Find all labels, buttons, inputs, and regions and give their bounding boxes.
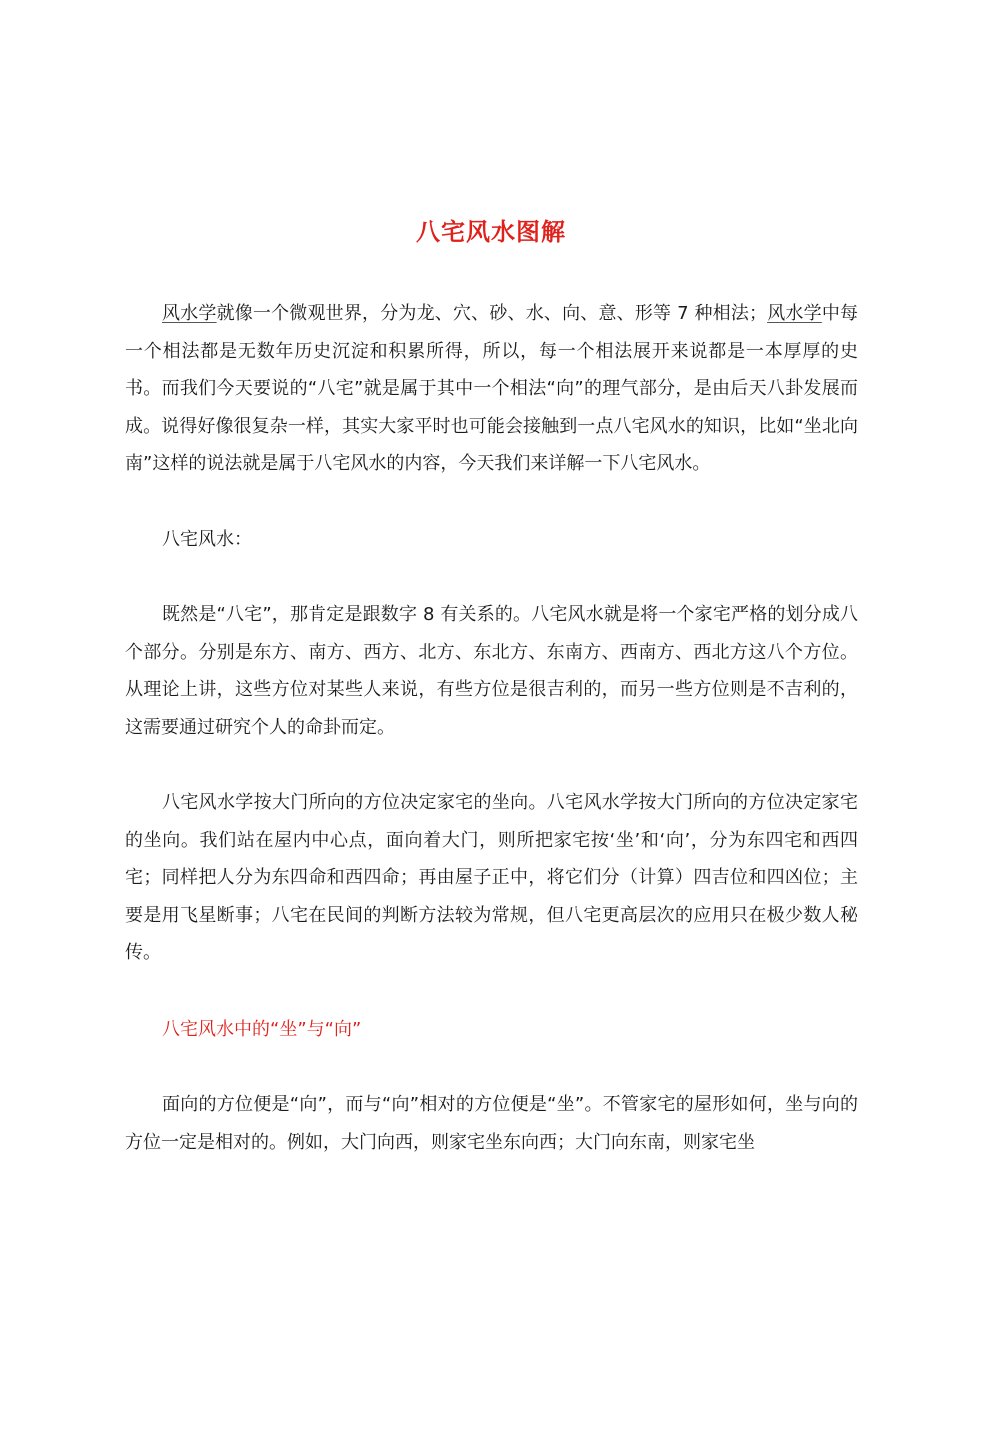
body-paragraph-sitting-facing: 面向的方位便是“向”，而与“向”相对的方位便是“坐”。不管家宅的屋形如何，坐与向的方位一定是相对的。例如，大门向西，则家宅坐东向西；大门向东南，则家宅坐 bbox=[125, 1094, 858, 1153]
document-title: 八宅风水图解 bbox=[416, 218, 566, 246]
intro-text-1: 就像一个微观世界，分为龙、穴、砂、水、向、意、形等 7 种相法； bbox=[216, 303, 768, 324]
subheading: 八宅风水中的“坐”与“向” bbox=[162, 1019, 362, 1040]
intro-text-2: 中每一个相法都是无数年历史沉淀和积累所得，所以，每一个相法展开来说都是一本厚厚的史书。而我们今天要说的“八宅”就是属于其中一个相法“向”的理气部分，是由后天八卦发展而成。说得好像很复杂一样，其实大家平时也可能会接触到一点八宅风水的知识，比如“坐北向南”这样的说法就是属于八宅风水的内容，今天我们来详解一下八宅风水。 bbox=[125, 303, 858, 475]
intro-paragraph bbox=[125, 295, 858, 483]
section-label: 八宅风水： bbox=[162, 529, 252, 550]
fengshui-link-1[interactable]: 风水学 bbox=[162, 303, 217, 324]
body-paragraph-eight-directions: 既然是“八宅”，那肯定是跟数字 8 有关系的。八宅风水就是将一个家宅严格的划分成八个部分。分别是东方、南方、西方、北方、东北方、东南方、西南方、西北方这八个方位。从理论上讲，这些方位对某些人来说，有些方位是很吉利的，而另一些方位则是不吉利的，这需要通过研究个人的命卦而定。 bbox=[125, 604, 858, 738]
body-paragraph-orientation: 八宅风水学按大门所向的方位决定家宅的坐向。八宅风水学按大门所向的方位决定家宅的坐向。我们站在屋内中心点，面向着大门，则所把家宅按‘坐’和‘向’，分为东四宅和西四宅；同样把人分为东四命和西四命；再由屋子正中，将它们分（计算）四吉位和四凶位；主要是用飞星断事；八宅在民间的判断方法较为常规，但八宅更高层次的应用只在极少数人秘传。 bbox=[125, 792, 858, 964]
fengshui-link-2[interactable]: 风水学 bbox=[767, 303, 822, 324]
